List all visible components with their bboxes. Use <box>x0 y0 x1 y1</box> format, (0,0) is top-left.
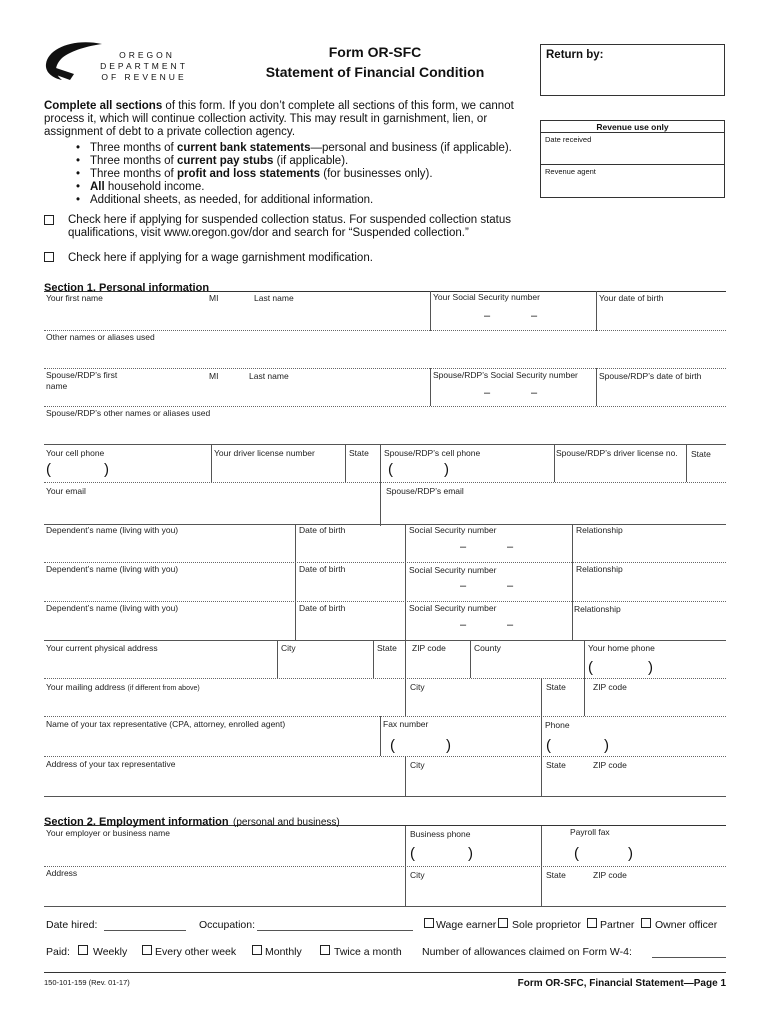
spouse-aliases-label: Spouse/RDP’s other names or aliases used <box>46 408 211 418</box>
dependent-2-dob-label: Date of birth <box>299 564 346 574</box>
employer-address-label: Address <box>46 868 78 878</box>
bullet-text: —personal and business (if applicable). <box>310 142 512 154</box>
dependent-1-relationship-label: Relationship <box>576 525 623 535</box>
bullet-text: (for businesses only). <box>320 168 433 180</box>
paren: ( <box>546 737 551 754</box>
intro-bold: Complete all sections <box>44 100 163 112</box>
monthly-checkbox[interactable] <box>252 945 262 955</box>
dependent-2-relationship-label: Relationship <box>576 564 623 574</box>
bullet-text: Three months of <box>90 168 177 180</box>
bullet-bold: profit and loss statements <box>176 168 321 180</box>
bullet-bold: current pay stubs <box>176 155 274 167</box>
ssn-dash: – <box>531 310 538 322</box>
dob-label: Your date of birth <box>599 293 664 303</box>
logo-line-2: DEPARTMENT <box>100 61 188 71</box>
section2-subtitle: (personal and business) <box>233 817 340 828</box>
tax-rep-address-label: Address of your tax representative <box>46 759 176 769</box>
dependent-3-relationship-label: Relationship <box>574 604 621 614</box>
paren: ( <box>588 659 593 676</box>
page-footer-title: Form OR-SFC, Financial Statement—Page 1 <box>517 978 726 989</box>
employer-zip-label: ZIP code <box>593 870 627 880</box>
dependent-1-ssn-label: Social Security number <box>409 525 497 535</box>
employer-label: Your employer or business name <box>46 828 170 838</box>
dependent-1-dob-label: Date of birth <box>299 525 346 535</box>
paren: ( <box>390 737 395 754</box>
last-name-label: Last name <box>254 293 294 303</box>
dependent-3-name-label: Dependent’s name (living with you) <box>46 603 179 613</box>
monthly-label: Monthly <box>265 946 302 958</box>
dependent-2-name-label: Dependent’s name (living with you) <box>46 564 179 574</box>
ssn-dash: – <box>507 580 514 592</box>
wage-mod-label: Check here if applying for a wage garnishment modification. <box>68 252 373 264</box>
owner-officer-checkbox[interactable] <box>641 918 651 928</box>
occupation-label: Occupation: <box>199 919 256 931</box>
employer-city-label: City <box>410 870 425 880</box>
return-by-label: Return by: <box>546 49 604 61</box>
bullet-text: Additional sheets, as needed, for additional information. <box>90 194 374 206</box>
paid-label: Paid: <box>46 946 70 958</box>
paren: ) <box>446 737 451 754</box>
spouse-first-name-label: Spouse/RDP’s first <box>46 370 118 380</box>
mailing-state-label: State <box>546 682 566 692</box>
occupation-input[interactable] <box>257 917 413 931</box>
spouse-dob-label: Spouse/RDP’s date of birth <box>599 371 702 381</box>
ssn-dash: – <box>531 387 538 399</box>
wage-earner-checkbox[interactable] <box>424 918 434 928</box>
spouse-mi-label: MI <box>209 371 219 381</box>
spouse-first-name-label-2: name <box>46 381 68 391</box>
email-label: Your email <box>46 486 86 496</box>
intro-rest: of this form. If you don’t complete all sections of this form, we cannot process it, which will continue collection activity. This may result in garnishment, lien, or assignment of debt to a private collection agency. <box>44 100 514 138</box>
bullet-text: Three months of <box>90 142 177 154</box>
owner-officer-label: Owner officer <box>655 919 718 931</box>
employer-address-input[interactable] <box>44 880 405 906</box>
dependent-3-dob-label: Date of birth <box>299 603 346 613</box>
form-title: Form OR-SFC <box>328 44 422 60</box>
paren: ) <box>604 737 609 754</box>
partner-label: Partner <box>600 919 635 931</box>
bullet-bold: current bank statements <box>176 142 311 154</box>
paren: ) <box>468 845 473 862</box>
every-other-week-label: Every other week <box>155 946 237 958</box>
dl-state-label: State <box>349 448 369 458</box>
bullet-text: (if applicable). <box>273 155 349 167</box>
spouse-cell-label: Spouse/RDP’s cell phone <box>384 448 481 458</box>
ssn-dash: – <box>484 387 491 399</box>
aliases-label: Other names or aliases used <box>46 332 155 342</box>
form-number: 150-101-159 (Rev. 01-17) <box>44 978 130 987</box>
sole-proprietor-checkbox[interactable] <box>498 918 508 928</box>
logo-line-1: OREGON <box>119 50 175 60</box>
logo-line-3: OF REVENUE <box>101 72 187 82</box>
payroll-fax-label: Payroll fax <box>570 827 610 837</box>
physical-address-label: Your current physical address <box>46 643 158 653</box>
date-hired-label: Date hired: <box>46 919 98 931</box>
ssn-label: Your Social Security number <box>433 292 540 302</box>
sole-proprietor-label: Sole proprietor <box>512 919 581 931</box>
dependent-2-ssn-label: Social Security number <box>409 565 497 575</box>
footer-divider <box>44 972 726 973</box>
mailing-address-text: Your mailing address <box>46 682 126 692</box>
driver-license-label: Your driver license number <box>214 448 315 458</box>
spouse-email-label: Spouse/RDP’s email <box>386 486 464 496</box>
ssn-dash: – <box>507 619 514 631</box>
suspended-collection-label: Check here if applying for suspended collection status. For suspended collection status qualifications, visit www.oregon.gov/dor and search for “Suspended collection.” <box>68 214 512 239</box>
home-phone-label: Your home phone <box>588 643 655 653</box>
tax-rep-city-label: City <box>410 760 425 770</box>
ssn-dash: – <box>507 541 514 553</box>
bullet-text: household income. <box>104 181 205 193</box>
ssn-dash: – <box>460 619 467 631</box>
physical-city-label: City <box>281 643 296 653</box>
tax-rep-zip-label: ZIP code <box>593 760 627 770</box>
first-name-label: Your first name <box>46 293 103 303</box>
spouse-last-name-label: Last name <box>249 371 289 381</box>
weekly-label: Weekly <box>93 946 128 958</box>
allowances-label: Number of allowances claimed on Form W-4: <box>422 946 632 958</box>
paren: ) <box>444 461 449 478</box>
paren: ) <box>104 461 109 478</box>
date-hired-input[interactable] <box>104 917 186 931</box>
paren: ( <box>410 845 415 862</box>
bullet-text: Three months of <box>90 155 177 167</box>
paren: ) <box>628 845 633 862</box>
ssn-dash: – <box>460 580 467 592</box>
tax-rep-state-label: State <box>546 760 566 770</box>
every-other-week-checkbox[interactable] <box>142 945 152 955</box>
tax-rep-phone-label: Phone <box>545 720 570 730</box>
physical-zip-label: ZIP code <box>412 643 446 653</box>
employer-input[interactable] <box>44 840 405 866</box>
mailing-zip-label: ZIP code <box>593 682 627 692</box>
revenue-use-header: Revenue use only <box>541 121 724 133</box>
section2-title: Section 2. Employment information <box>44 816 229 828</box>
paren: ( <box>46 461 51 478</box>
form-subtitle: Statement of Financial Condition <box>265 64 485 80</box>
employer-state-label: State <box>546 870 566 880</box>
spouse-dl-state-label: State <box>691 449 711 459</box>
section1-title: Section 1. Personal information <box>44 282 210 294</box>
dependent-1-name-label: Dependent’s name (living with you) <box>46 525 179 535</box>
wage-earner-label: Wage earner <box>436 919 497 931</box>
twice-a-month-label: Twice a month <box>334 946 402 958</box>
date-received-label: Date received <box>541 133 724 165</box>
allowances-input[interactable] <box>652 944 726 958</box>
mailing-address-note: (if different from above) <box>127 685 200 692</box>
tax-rep-fax-label: Fax number <box>383 719 429 729</box>
paren: ( <box>388 461 393 478</box>
ssn-dash: – <box>460 541 467 553</box>
physical-state-label: State <box>377 643 397 653</box>
paren: ( <box>574 845 579 862</box>
mailing-city-label: City <box>410 682 425 692</box>
ssn-dash: – <box>484 310 491 322</box>
cell-phone-label: Your cell phone <box>46 448 105 458</box>
business-phone-label: Business phone <box>410 829 471 839</box>
partner-checkbox[interactable] <box>587 918 597 928</box>
county-label: County <box>474 643 501 653</box>
tax-rep-name-label: Name of your tax representative (CPA, attorney, enrolled agent) <box>46 719 286 729</box>
bullet-bold: All <box>90 181 105 193</box>
dependent-3-ssn-label: Social Security number <box>409 603 497 613</box>
paren: ) <box>648 659 653 676</box>
twice-a-month-checkbox[interactable] <box>320 945 330 955</box>
weekly-checkbox[interactable] <box>78 945 88 955</box>
mi-label: MI <box>209 293 219 303</box>
revenue-agent-label: Revenue agent <box>545 167 596 176</box>
spouse-ssn-label: Spouse/RDP’s Social Security number <box>433 370 578 380</box>
spouse-dl-label: Spouse/RDP’s driver license no. <box>556 448 678 458</box>
